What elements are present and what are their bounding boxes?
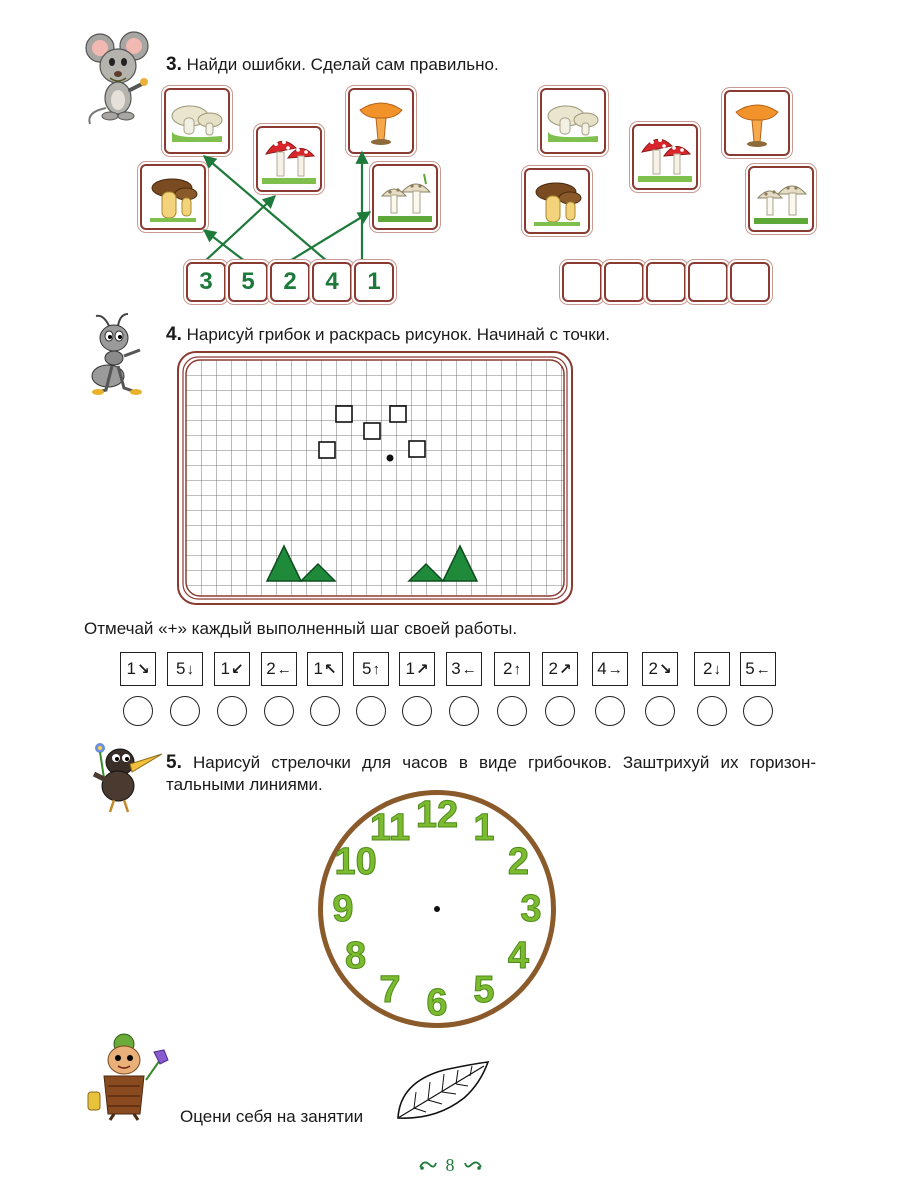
arrow-icon: ↑	[372, 660, 380, 678]
clock-number: 5	[473, 969, 495, 1012]
step-count: 1	[313, 659, 323, 678]
clock-center-dot	[434, 906, 440, 912]
task5-number: 5.	[166, 752, 182, 773]
amanita-icon	[634, 126, 696, 188]
exercise-card-chanterelle	[724, 90, 790, 156]
page-footer	[410, 1152, 490, 1178]
step-count: 1	[405, 659, 415, 678]
start-dot	[387, 455, 394, 462]
step-count: 2	[266, 659, 276, 678]
answer-box-2[interactable]	[604, 262, 644, 302]
drawing-grid[interactable]	[176, 350, 574, 606]
step-box-13	[694, 652, 730, 686]
arrow-icon: →	[607, 660, 623, 678]
arrow-icon: ↗	[558, 661, 572, 678]
arrow-icon: ←	[461, 660, 477, 678]
clock-number: 1	[473, 806, 495, 849]
step-count: 2	[703, 659, 713, 678]
step-box-2	[167, 652, 203, 686]
arrow-icon: ↘	[658, 661, 672, 678]
step-box-7	[399, 652, 435, 686]
arrow-icon: ←	[276, 660, 292, 678]
forest-gnome-icon	[84, 1030, 180, 1122]
leaf-icon[interactable]	[392, 1058, 492, 1124]
exercise-card-white	[540, 88, 606, 154]
clock-number: 3	[520, 888, 542, 930]
step-check-5[interactable]	[310, 696, 340, 726]
task3-text: Найди ошибки. Сделай сам правильно.	[186, 55, 499, 74]
step-box-3	[214, 652, 250, 686]
answer-box-3[interactable]	[646, 262, 686, 302]
crow-icon	[86, 738, 166, 814]
arrow-icon: ↓	[713, 660, 721, 678]
step-count: 1	[126, 659, 136, 678]
arrow-icon: ↖	[323, 661, 337, 678]
task5-text: Нарисуй стрелочки для часов в виде грибочков. Заштрихуй их горизон-тальными линиями.	[166, 753, 817, 794]
clock-number: 4	[507, 935, 529, 977]
ornament-right-icon	[463, 1159, 483, 1171]
white-mushroom-icon	[542, 90, 604, 152]
example-number-4: 4	[312, 262, 352, 302]
arrow-icon: ↗	[415, 661, 429, 678]
answer-box-4[interactable]	[688, 262, 728, 302]
step-box-11	[592, 652, 628, 686]
arrow-icon: ↘	[136, 661, 150, 678]
step-box-10	[542, 652, 578, 686]
example-number-5: 1	[354, 262, 394, 302]
arrow-icon: ↓	[186, 660, 194, 678]
step-box-8	[446, 652, 482, 686]
step-check-4[interactable]	[264, 696, 294, 726]
boletus-icon	[526, 170, 588, 232]
step-count: 4	[597, 659, 607, 678]
step-check-1[interactable]	[123, 696, 153, 726]
task4-text: Нарисуй грибок и раскрась рисунок. Начинай с точки.	[186, 325, 610, 344]
arrow-icon: ←	[755, 660, 771, 678]
clock-number: 9	[332, 888, 354, 930]
step-box-5	[307, 652, 343, 686]
step-count: 5	[362, 659, 372, 678]
step-box-4	[261, 652, 297, 686]
step-check-8[interactable]	[449, 696, 479, 726]
step-count: 2	[548, 659, 558, 678]
self-assessment-text: Оцени себя на занятии	[180, 1107, 364, 1126]
step-check-3[interactable]	[217, 696, 247, 726]
step-check-14[interactable]	[743, 696, 773, 726]
step-count: 5	[176, 659, 186, 678]
step-box-6	[353, 652, 389, 686]
example-number-1: 3	[186, 262, 226, 302]
task4-number: 4.	[166, 324, 182, 345]
step-box-12	[642, 652, 678, 686]
step-box-14	[740, 652, 776, 686]
task5-heading	[166, 752, 816, 796]
step-check-2[interactable]	[170, 696, 200, 726]
step-check-12[interactable]	[645, 696, 675, 726]
answer-box-5[interactable]	[730, 262, 770, 302]
step-check-7[interactable]	[402, 696, 432, 726]
step-check-9[interactable]	[497, 696, 527, 726]
step-check-13[interactable]	[697, 696, 727, 726]
ornament-left-icon	[418, 1159, 438, 1171]
fly-agaric-group-icon	[750, 168, 812, 230]
ant-icon	[84, 312, 156, 396]
step-check-6[interactable]	[356, 696, 386, 726]
clock-number: 8	[345, 935, 367, 977]
task4-instruction: Отмечай «+» каждый выполненный шаг своей работы.	[84, 619, 518, 638]
chanterelle-icon	[726, 92, 788, 154]
exercise-card-group	[748, 166, 814, 232]
step-count: 3	[451, 659, 461, 678]
clock-face[interactable]	[318, 790, 556, 1028]
task3-number: 3.	[166, 54, 182, 75]
exercise-card-boletus	[524, 168, 590, 234]
step-check-10[interactable]	[545, 696, 575, 726]
arrow-icon: ↙	[230, 661, 244, 678]
step-count: 5	[745, 659, 755, 678]
answer-box-1[interactable]	[562, 262, 602, 302]
step-check-11[interactable]	[595, 696, 625, 726]
clock-number: 12	[415, 794, 459, 836]
step-count: 2	[503, 659, 513, 678]
step-count: 1	[220, 659, 230, 678]
clock-number: 11	[369, 806, 411, 849]
exercise-card-amanita	[632, 124, 698, 190]
step-count: 2	[648, 659, 658, 678]
arrow-icon: ↑	[513, 660, 521, 678]
step-box-1	[120, 652, 156, 686]
example-number-2: 5	[228, 262, 268, 302]
step-box-9	[494, 652, 530, 686]
clock-number: 7	[379, 969, 401, 1012]
task4-heading	[166, 324, 610, 346]
clock-number: 10	[334, 841, 377, 883]
page-number: 8	[445, 1154, 455, 1175]
clock-number: 6	[426, 982, 448, 1024]
example-number-3: 2	[270, 262, 310, 302]
clock-number: 2	[507, 841, 529, 883]
